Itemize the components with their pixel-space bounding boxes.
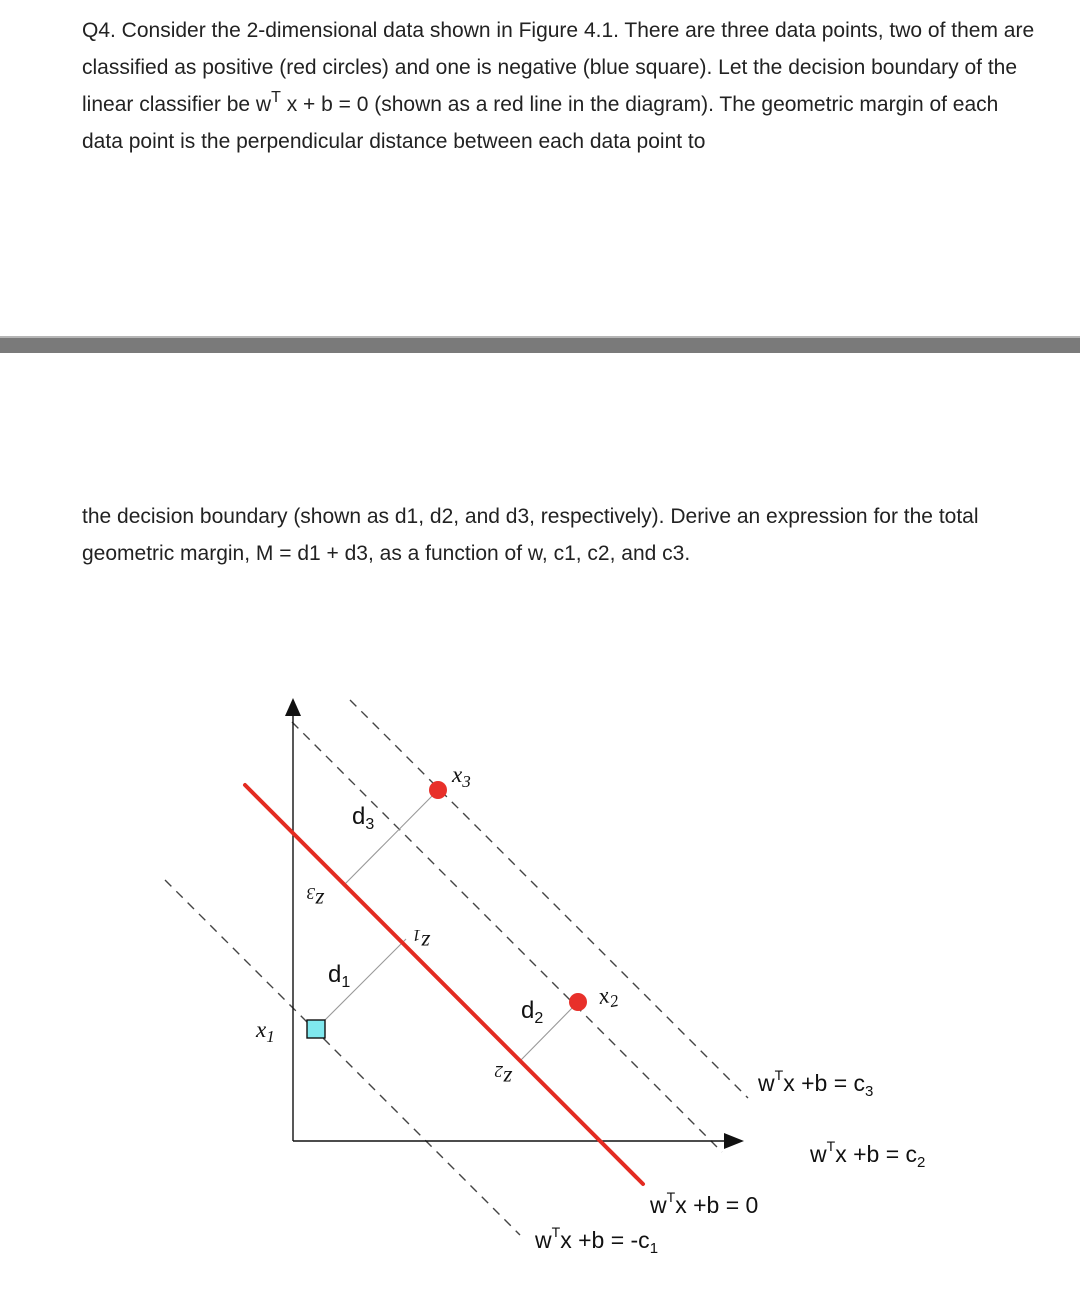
label-x1: $x_1$ [256, 1017, 275, 1046]
equation-neg-c1: $w^Tx +b = -c_1$ [535, 1224, 659, 1257]
label-d3: $d_3$ [352, 803, 375, 833]
question-paragraph-1 [82, 12, 1042, 160]
decision-boundary-line [245, 785, 643, 1184]
label-d1: $d_1$ [328, 961, 351, 991]
question-mid-text: x + b = 0 (shown as a red line in the diagram). The geometric margin of each data point is the perpendicular distance between each data point to [82, 93, 999, 153]
label-d2: $d_2$ [521, 997, 544, 1027]
question-paragraph-2: the decision boundary (shown as d1, d2, and d3, respectively). Derive an expression for the total geometric margin, M = d1 + d3, as a function of w, c1, c2, and c3. [82, 505, 979, 565]
figure-4-1-diagram [0, 600, 1080, 1304]
equation-zero: $w^Tx +b = 0$ [650, 1189, 759, 1218]
positive-point-x2 [569, 993, 587, 1011]
label-z3: $z_3$ [306, 884, 324, 913]
label-z1: $z_1$ [412, 926, 430, 955]
label-z2: $z_2$ [494, 1062, 512, 1091]
negative-point-x1 [307, 1020, 325, 1038]
page-divider [0, 336, 1080, 353]
label-x3: $x_3$ [452, 762, 471, 791]
margin-line-neg-c1 [165, 880, 520, 1235]
label-x2: $x_2$ [596, 982, 620, 1012]
equation-c2: $w^Tx +b = c_2$ [810, 1138, 926, 1171]
positive-point-x3 [429, 781, 447, 799]
transpose-superscript: T [271, 89, 281, 107]
margin-line-c3 [350, 700, 748, 1098]
x-axis-arrowhead [724, 1133, 744, 1149]
equation-c3: $w^Tx +b = c_3$ [758, 1067, 874, 1100]
y-axis-arrowhead [285, 698, 301, 716]
question-intro-text: Q4. Consider the 2-dimensional data shown in Figure 4.1. There are three data points, two of them are classified as positive (red circles) and one is negative (blue square). Let the decision boundary of the linear classifier be w [82, 19, 1035, 116]
